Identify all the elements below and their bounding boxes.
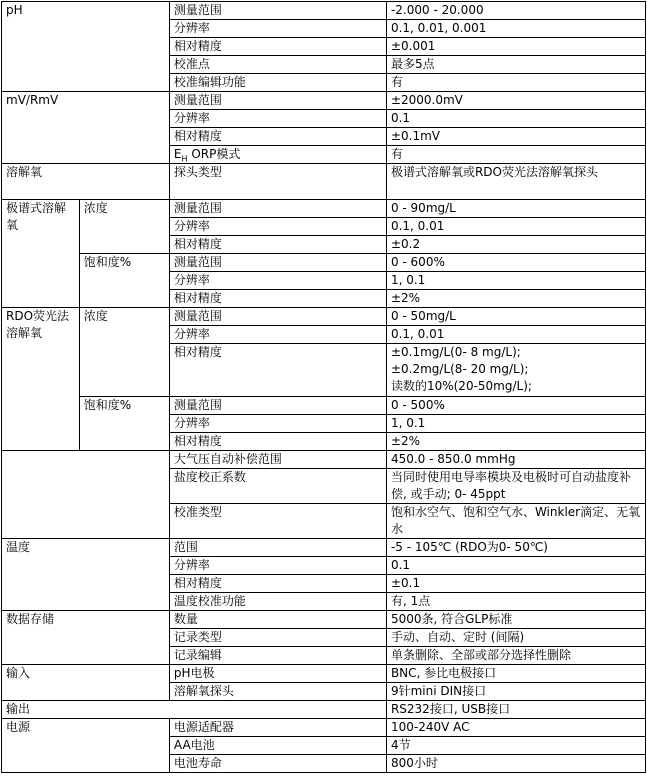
param-value: ±0.1 [386, 575, 645, 593]
param-label: 相对精度 [169, 236, 386, 254]
accuracy-line: 读数的10%(20-50mg/L); [390, 379, 532, 393]
param-label: AA电池 [169, 737, 386, 755]
param-label: 校准编辑功能 [169, 74, 386, 92]
group-temp: 温度 [2, 539, 170, 611]
param-value: 1, 0.1 [386, 272, 645, 290]
param-label: 记录编辑 [169, 647, 386, 665]
param-label: 探头类型 [169, 164, 386, 200]
param-label: 盐度校正系数 [169, 469, 386, 504]
group-storage: 数据存储 [2, 611, 170, 665]
param-value: ±2000.0mV [386, 92, 645, 110]
param-value: 0.1 [386, 557, 645, 575]
param-value: 单条删除、全部或部分选择性删除 [386, 647, 645, 665]
param-value: 有, 1点 [386, 593, 645, 611]
orp-label-pre: E [173, 147, 182, 161]
param-label: 相对精度 [169, 575, 386, 593]
param-value: 5000条, 符合GLP标准 [386, 611, 645, 629]
param-value [386, 344, 645, 397]
param-value: 0.1, 0.01, 0.001 [386, 20, 645, 38]
param-label [169, 146, 386, 164]
param-value: 4节 [386, 737, 645, 755]
param-value: 800小时 [386, 755, 645, 773]
param-label: 溶解氧探头 [169, 683, 386, 701]
param-value: 0.1 [386, 110, 645, 128]
param-value: 有 [386, 74, 645, 92]
param-label: 测量范围 [169, 254, 386, 272]
param-label: 测量范围 [169, 2, 386, 20]
param-value: ±2% [386, 290, 645, 308]
param-value: 0.1, 0.01 [386, 326, 645, 344]
param-value: 450.0 - 850.0 mmHg [386, 451, 645, 469]
param-value: 当同时使用电导率模块及电极时可自动盐度补偿, 或手动; 0- 45ppt [386, 469, 645, 504]
param-label: 分辨率 [169, 326, 386, 344]
accuracy-line: ±0.1mg/L(0- 8 mg/L); [390, 345, 521, 359]
group-do: 溶解氧 [2, 164, 170, 200]
param-value: ±0.001 [386, 38, 645, 56]
param-value: ±2% [386, 433, 645, 451]
param-value: ±0.2 [386, 236, 645, 254]
param-label: 分辨率 [169, 218, 386, 236]
param-value: 最多5点 [386, 56, 645, 74]
spec-table [1, 1, 646, 773]
param-label: 测量范围 [169, 308, 386, 326]
param-value: -5 - 105℃ (RDO为0- 50℃) [386, 539, 645, 557]
param-value: 9针mini DIN接口 [386, 683, 645, 701]
param-value: 饱和水空气、饱和空气水、Winkler滴定、无氧水 [386, 504, 645, 539]
group-output: 输出 [2, 701, 387, 719]
param-value: 手动、自动、定时 (间隔) [386, 629, 645, 647]
param-value: 0.1, 0.01 [386, 218, 645, 236]
param-value: ±0.1mV [386, 128, 645, 146]
param-value: -2.000 - 20.000 [386, 2, 645, 20]
param-value: 0 - 500% [386, 397, 645, 415]
subgroup-rdo: RDO荧光法溶解氧 [2, 308, 80, 451]
param-label: 测量范围 [169, 397, 386, 415]
param-value: 极谱式溶解氧或RDO荧光法溶解氧探头 [386, 164, 645, 200]
param-label: pH电极 [169, 665, 386, 683]
param-label: 温度校准功能 [169, 593, 386, 611]
param-label: 数量 [169, 611, 386, 629]
measure-sat: 饱和度% [79, 397, 169, 451]
orp-label-post: ORP模式 [187, 147, 241, 161]
subgroup-polar: 极谱式溶解氧 [2, 200, 80, 308]
param-label: 电池寿命 [169, 755, 386, 773]
param-value: 1, 0.1 [386, 415, 645, 433]
param-label: 校准类型 [169, 504, 386, 539]
param-label: 测量范围 [169, 200, 386, 218]
measure-conc: 浓度 [79, 200, 169, 254]
param-label: 相对精度 [169, 344, 386, 397]
param-label: 分辨率 [169, 272, 386, 290]
param-label: 记录类型 [169, 629, 386, 647]
param-label: 相对精度 [169, 128, 386, 146]
param-label: 分辨率 [169, 557, 386, 575]
param-label: 相对精度 [169, 38, 386, 56]
param-value: 有 [386, 146, 645, 164]
param-value: 0 - 600% [386, 254, 645, 272]
param-value: RS232接口, USB接口 [386, 701, 645, 719]
param-label: 相对精度 [169, 433, 386, 451]
param-label: 分辨率 [169, 20, 386, 38]
group-input: 输入 [2, 665, 170, 701]
orp-label-sub: H [181, 154, 188, 164]
measure-conc: 浓度 [79, 308, 169, 397]
accuracy-line: ±0.2mg/L(8- 20 mg/L); [390, 362, 529, 376]
param-value: 100-240V AC [386, 719, 645, 737]
param-label: 范围 [169, 539, 386, 557]
measure-sat: 饱和度% [79, 254, 169, 308]
param-label: 电源适配器 [169, 719, 386, 737]
group-ph: pH [2, 2, 170, 92]
param-label: 校准点 [169, 56, 386, 74]
group-power: 电源 [2, 719, 170, 773]
group-do-general [2, 451, 170, 539]
group-mv: mV/RmV [2, 92, 170, 164]
param-label: 分辨率 [169, 110, 386, 128]
param-label: 大气压自动补偿范围 [169, 451, 386, 469]
param-value: BNC, 参比电极接口 [386, 665, 645, 683]
param-label: 相对精度 [169, 290, 386, 308]
param-label: 分辨率 [169, 415, 386, 433]
param-value: 0 - 50mg/L [386, 308, 645, 326]
param-value: 0 - 90mg/L [386, 200, 645, 218]
param-label: 测量范围 [169, 92, 386, 110]
